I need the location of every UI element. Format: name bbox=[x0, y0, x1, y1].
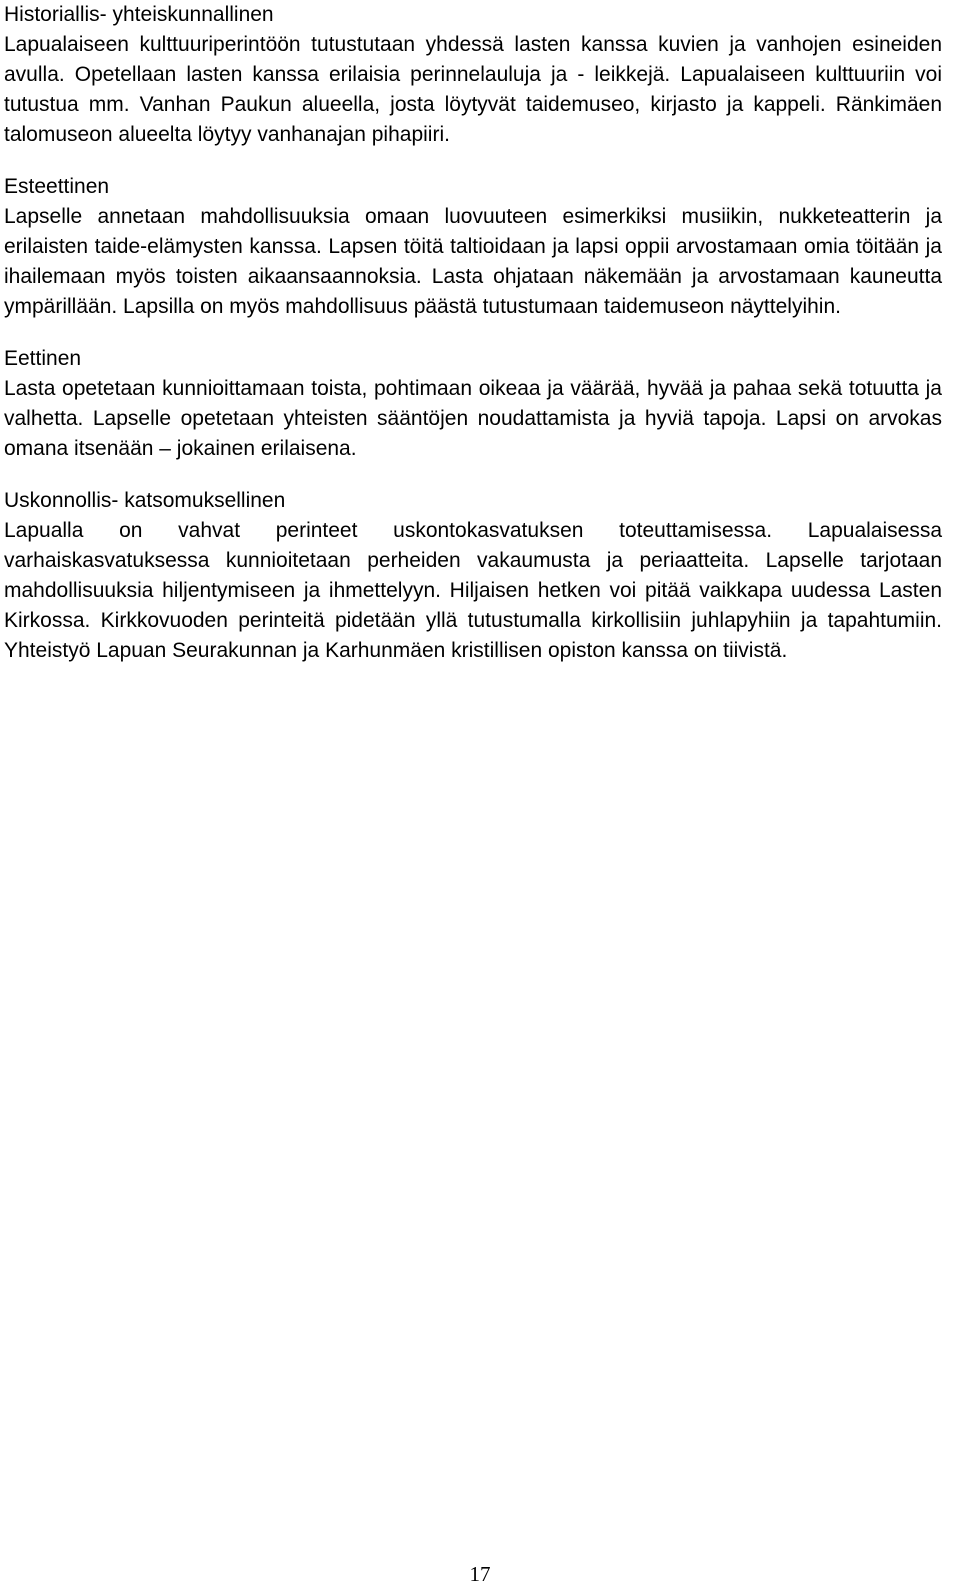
section-aesthetic bbox=[4, 172, 942, 322]
section-paragraph: Lapselle annetaan mahdollisuuksia omaan luovuuteen esimerkiksi musiikin, nukketeatterin ja erilaisten taide-elämysten kanssa. Lapsen töitä taltioidaan ja lapsi oppii arvostamaan omia töitään ja ihailemaan myös toisten aikaansaannoksia. Lasta ohjataan näkemään ja arvostamaan kauneutta ympärillään. Lapsilla on myös mahdollisuus päästä tutustumaan taidemuseon näyttelyihin. bbox=[4, 205, 942, 318]
section-historical-social bbox=[4, 0, 942, 150]
section-paragraph: Lasta opetetaan kunnioittamaan toista, pohtimaan oikeaa ja väärää, hyvää ja pahaa sekä totuutta ja valhetta. Lapselle opetetaan yhteisten sääntöjen noudattamista ja hyviä tapoja. Lapsi on arvokas omana itsenään – jokainen erilaisena. bbox=[4, 377, 942, 460]
section-religious bbox=[4, 486, 942, 666]
section-heading: Uskonnollis- katsomuksellinen bbox=[4, 489, 286, 512]
page-number: 17 bbox=[469, 1562, 491, 1586]
section-heading: Esteettinen bbox=[4, 175, 110, 198]
section-heading: Historiallis- yhteiskunnallinen bbox=[4, 3, 274, 26]
section-paragraph: Lapualla on vahvat perinteet uskontokasvatuksen toteuttamisessa. Lapualaisessa varhaiskasvatuksessa kunnioitetaan perheiden vakaumusta ja periaatteita. Lapselle tarjotaan mahdollisuuksia hiljentymiseen ja ihmettelyyn. Hiljaisen hetken voi pitää vaikkapa uudessa Lasten Kirkossa. Kirkkovuoden perinteitä pidetään yllä tutustumalla kirkollisiin juhlapyhiin ja tapahtumiin. Yhteistyö Lapuan Seurakunnan ja Karhunmäen kristillisen opiston kanssa on tiivistä. bbox=[4, 519, 942, 662]
document-body bbox=[4, 0, 942, 688]
section-paragraph: Lapualaiseen kulttuuriperintöön tutustutaan yhdessä lasten kanssa kuvien ja vanhojen esineiden avulla. Opetellaan lasten kanssa erilaisia perinnelauluja ja - leikkejä. Lapualaiseen kulttuuriin voi tutustua mm. Vanhan Paukun alueella, josta löytyvät taidemuseo, kirjasto ja kappeli. Ränkimäen talomuseon alueelta löytyy vanhanajan pihapiiri. bbox=[4, 33, 942, 146]
section-heading: Eettinen bbox=[4, 347, 82, 370]
section-ethical bbox=[4, 344, 942, 464]
